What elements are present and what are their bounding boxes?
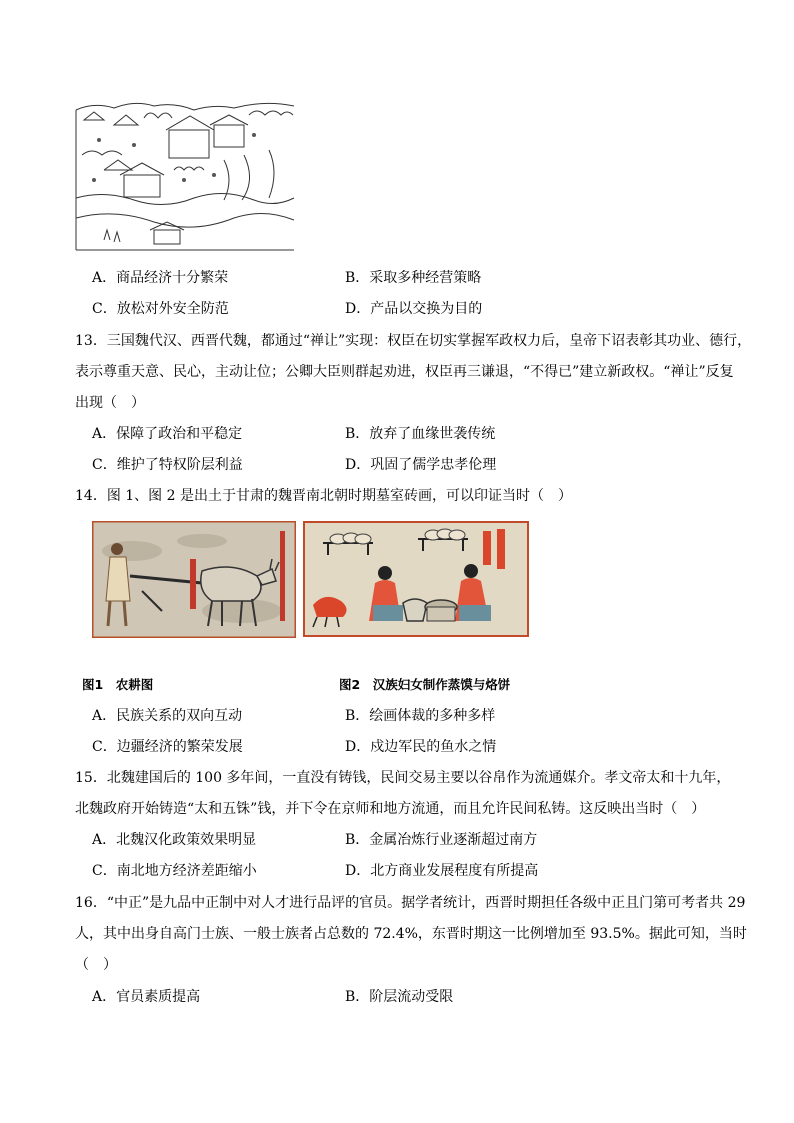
q12-option-c: C．放松对外安全防范	[92, 301, 229, 317]
q13-stem-line-2: 表示尊重天意、民心，主动让位；公卿大臣则群起劝进，权臣再三谦退，“不得已”建立新政权。“禅让”反复	[75, 364, 734, 380]
q13-stem-line-1: 13．三国魏代汉、西晋代魏，都通过“禅让”实现：权臣在切实掌握军政权力后，皇帝下诏表彰其功业、德行，	[75, 333, 752, 349]
q16-option-b: B．阶层流动受限	[345, 989, 454, 1005]
q16-stem-line-1: 16．“中正”是九品中正制中对人才进行品评的官员。据学者统计，西晋时期担任各级中正且门第可考者共 29	[75, 895, 746, 911]
q16-stem-line-3: （ ）	[75, 957, 117, 973]
q15-option-d: D．北方商业发展程度有所提高	[345, 863, 539, 879]
q14-option-b: B．绘画体裁的多种多样	[345, 708, 496, 724]
q14-figure-1-farming-painting	[92, 521, 296, 638]
q15-stem-line-1: 15．北魏建国后的 100 多年间，一直没有铸钱，民间交易主要以谷帛作为流通媒介。孝文帝太和十九年，	[75, 770, 731, 786]
q14-figure-1-caption: 图1 农耕图	[82, 677, 154, 692]
q12-line-drawing	[74, 100, 296, 258]
q15-stem-line-2: 北魏政府开始铸造“太和五铢”钱，并下令在京师和地方流通，而且允许民间私铸。这反映出当时（ ）	[75, 801, 706, 817]
q14-option-c: C．边疆经济的繁荣发展	[92, 739, 243, 755]
q16-option-a: A．官员素质提高	[92, 989, 201, 1005]
q15-option-a: A．北魏汉化政策效果明显	[92, 832, 257, 848]
q12-option-d: D．产品以交换为目的	[345, 301, 483, 317]
q12-option-a: A．商品经济十分繁荣	[92, 270, 229, 286]
q12-option-b: B．采取多种经营策略	[345, 270, 482, 286]
q13-option-c: C．维护了特权阶层利益	[92, 457, 243, 473]
q14-figure-2-food-making-painting	[303, 521, 529, 637]
q13-option-d: D．巩固了儒学忠孝伦理	[345, 457, 497, 473]
q14-stem-line-1: 14．图 1、图 2 是出土于甘肃的魏晋南北朝时期墓室砖画，可以印证当时（ ）	[75, 488, 572, 504]
q15-option-c: C．南北地方经济差距缩小	[92, 863, 257, 879]
q14-option-a: A．民族关系的双向互动	[92, 708, 243, 724]
q13-option-a: A．保障了政治和平稳定	[92, 426, 243, 442]
q13-option-b: B．放弃了血缘世袭传统	[345, 426, 496, 442]
q14-figure-2-caption: 图2 汉族妇女制作蒸馍与烙饼	[339, 677, 511, 692]
q13-stem-line-3: 出现（ ）	[75, 395, 145, 411]
q15-option-b: B．金属冶炼行业逐渐超过南方	[345, 832, 538, 848]
q16-stem-line-2: 人，其中出身自高门士族、一般士族者占总数的 72.4%，东晋时期这一比例增加至 93.5%。据此可知，当时	[75, 926, 747, 942]
q14-option-d: D．戍边军民的鱼水之情	[345, 739, 497, 755]
